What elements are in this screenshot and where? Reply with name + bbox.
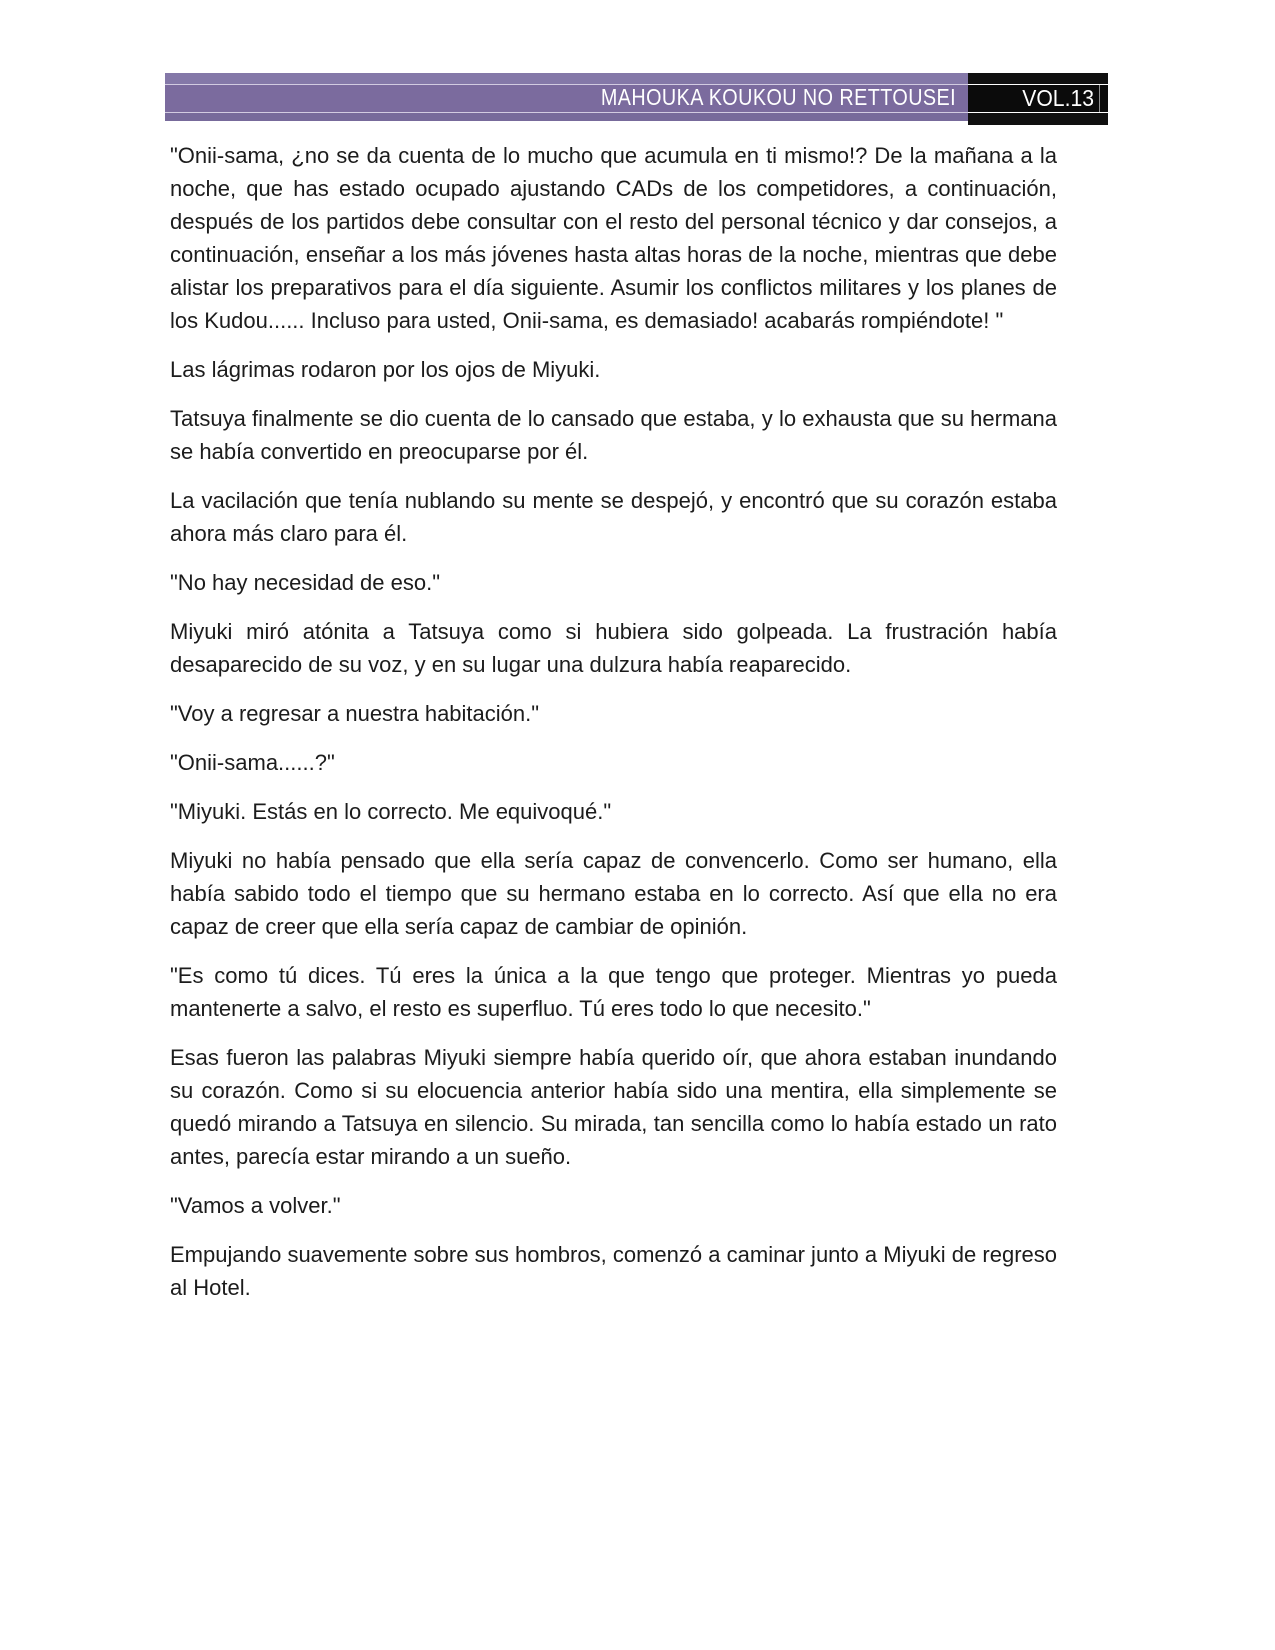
paragraph-dialogue-proteger: "Es como tú dices. Tú eres la única a la que tengo que proteger. Mientras yo pueda mantenerte a salvo, el resto es superfluo. Tú eres todo lo que necesito." [170, 963, 1057, 1021]
paragraph-dialogue-no-necesidad: "No hay necesidad de eso." [170, 570, 441, 595]
paragraph-dialogue-volver: "Vamos a volver." [170, 1193, 341, 1218]
paragraph-miyuki-disbelief: Miyuki no había pensado que ella sería capaz de convencerlo. Como ser humano, ella había sabido todo el tiempo que su hermano estaba en lo correcto. Así que ella no era capaz de creer que ella sería capaz de cambiar de opinión. [170, 848, 1057, 939]
page-content [170, 139, 1057, 1320]
volume-label: VOL.13 [1022, 85, 1094, 111]
paragraph-dialogue-onii-sama-question: "Onii-sama......?" [170, 750, 335, 775]
header-title: MAHOUKA KOUKOU NO RETTOUSEI [600, 84, 956, 110]
page-header-band [165, 73, 1108, 125]
volume-badge [968, 73, 1108, 125]
paragraph-hesitation-clears: La vacilación que tenía nublando su mente se despejó, y encontró que su corazón estaba ahora más claro para él. [170, 488, 1057, 546]
paragraph-dialogue-equivoque: "Miyuki. Estás en lo correcto. Me equivoqué." [170, 799, 612, 824]
header-title-bar [165, 73, 968, 121]
paragraph-words-flooding-heart: Esas fueron las palabras Miyuki siempre había querido oír, que ahora estaban inundando su corazón. Como si su elocuencia anterior había sido una mentira, ella simplemente se quedó mirando a Tatsuya en silencio. Su mirada, tan sencilla como lo había estado un rato antes, parecía estar mirando a un sueño. [170, 1045, 1057, 1169]
paragraph-tears: Las lágrimas rodaron por los ojos de Miyuki. [170, 357, 601, 382]
paragraph-tatsuya-realizes: Tatsuya finalmente se dio cuenta de lo cansado que estaba, y lo exhausta que su hermana se había convertido en preocuparse por él. [170, 406, 1057, 464]
paragraph-walking-back: Empujando suavemente sobre sus hombros, comenzó a caminar junto a Miyuki de regreso al Hotel. [170, 1242, 1057, 1300]
paragraph-dialogue-regresar: "Voy a regresar a nuestra habitación." [170, 701, 540, 726]
paragraph-dialogue-onii-sama-rant: "Onii-sama, ¿no se da cuenta de lo mucho que acumula en ti mismo!? De la mañana a la noche, que has estado ocupado ajustando CADs de los competidores, a continuación, después de los partidos debe consultar con el resto del personal técnico y dar consejos, a continuación, enseñar a los más jóvenes hasta altas horas de la noche, mientras que debe alistar los preparativos para el día siguiente. Asumir los conflictos militares y los planes de los Kudou...... Incluso para usted, Onii-sama, es demasiado! acabarás rompiéndote! " [170, 143, 1057, 333]
paragraph-miyuki-stunned: Miyuki miró atónita a Tatsuya como si hubiera sido golpeada. La frustración había desaparecido de su voz, y en su lugar una dulzura había reaparecido. [170, 619, 1057, 677]
